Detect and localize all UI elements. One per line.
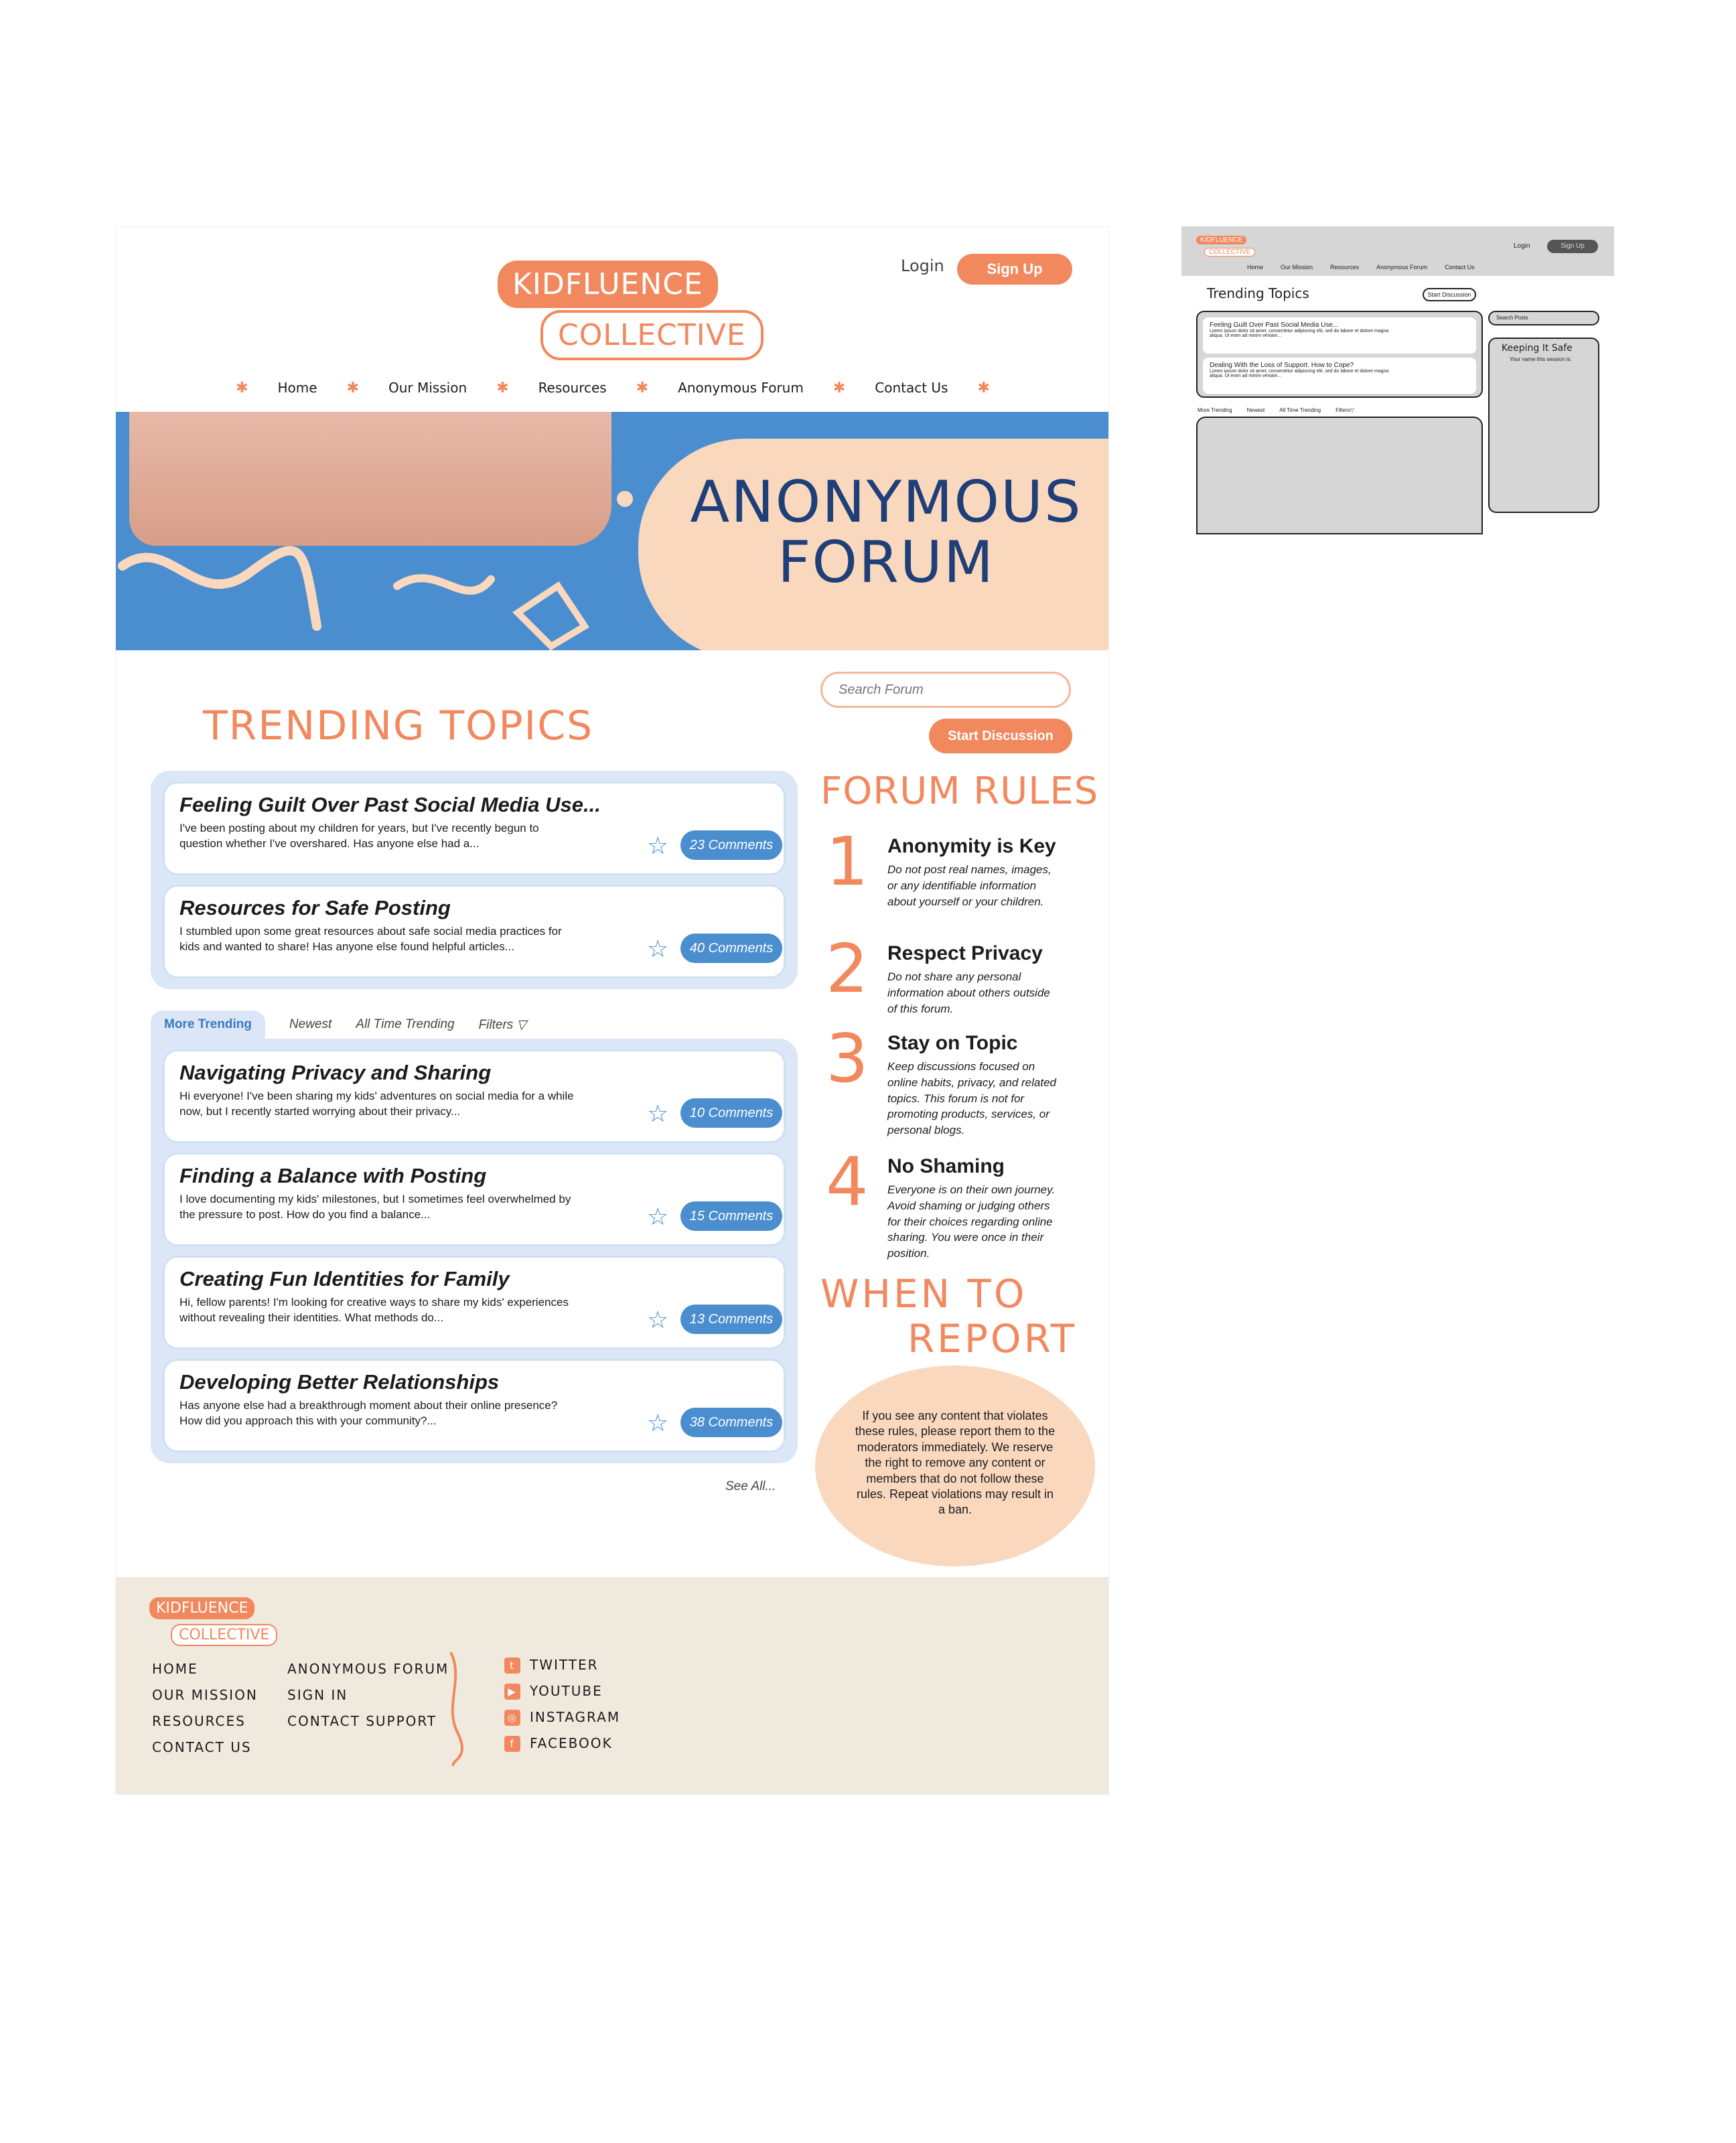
rule-number: 4 <box>826 1142 869 1221</box>
wire-tab-more[interactable]: More Trending <box>1198 407 1232 413</box>
logo-bottom-text: COLLECTIVE <box>540 310 764 360</box>
star-icon[interactable]: ☆ <box>647 935 669 962</box>
rule-number: 1 <box>826 822 869 901</box>
asterisk-icon: ✱ <box>636 379 649 396</box>
topic-title[interactable]: Navigating Privacy and Sharing <box>179 1061 492 1084</box>
rule-body: Everyone is on their own journey. Avoid shaming or judging others for their choices regarding online sharing. You were once in their position. <box>887 1183 1056 1260</box>
banner-title-line2: FORUM <box>777 529 995 597</box>
topic-tabs <box>151 1011 526 1039</box>
topic-title[interactable]: Creating Fun Identities for Family <box>179 1267 510 1290</box>
footer-social <box>504 1652 620 1757</box>
topic-excerpt: Hi everyone! I've been sharing my kids' adventures on social media for a while now, but I recently started worrying about their privacy... <box>179 1090 574 1118</box>
social-label: INSTAGRAM <box>530 1709 621 1725</box>
comments-badge[interactable]: 10 Comments <box>680 1098 782 1128</box>
star-icon[interactable]: ☆ <box>647 1306 669 1333</box>
topic-title[interactable]: Finding a Balance with Posting <box>179 1164 487 1187</box>
wire-card[interactable] <box>1203 358 1476 394</box>
rule-number: 2 <box>826 930 869 1008</box>
wire-nav-mission[interactable]: Our Mission <box>1281 264 1313 271</box>
comments-badge[interactable]: 13 Comments <box>680 1305 782 1334</box>
wire-tab-newest[interactable]: Newest <box>1246 407 1265 413</box>
comments-badge[interactable]: 23 Comments <box>680 830 782 860</box>
social-youtube[interactable] <box>504 1678 620 1704</box>
footer-logo-bottom: COLLECTIVE <box>171 1624 277 1646</box>
forum-rules-title: FORUM RULES <box>820 769 1099 813</box>
wire-card-body: Lorem ipsum dolor sit amet, consectetur adipiscing elit, sed do labore et dolore magna aliqua. Ut enim ad minim veniam... <box>1210 369 1389 378</box>
social-label: YOUTUBE <box>530 1683 603 1699</box>
banner-title <box>678 469 1094 597</box>
topic-title[interactable]: Developing Better Relationships <box>179 1370 500 1394</box>
topic-card[interactable] <box>163 782 786 875</box>
main-nav <box>116 374 1109 401</box>
rule-title: No Shaming <box>887 1155 1005 1177</box>
filters-dropdown[interactable]: Filters ▽ <box>478 1017 527 1032</box>
comments-badge[interactable]: 40 Comments <box>680 934 782 963</box>
login-link[interactable]: Login <box>901 256 944 275</box>
social-twitter[interactable] <box>504 1652 620 1678</box>
wire-tab-filters[interactable]: Filters▽ <box>1335 407 1355 413</box>
footer-logo[interactable] <box>149 1597 270 1657</box>
wire-more-panel <box>1196 417 1483 534</box>
wire-start-button[interactable]: Start Discussion <box>1423 288 1476 301</box>
rule-body: Keep discussions focused on online habits, privacy, and related topics. This forum is not for promoting products, services, or personal blogs. <box>887 1060 1057 1137</box>
wire-trending-title: Trending Topics <box>1207 285 1309 301</box>
footer-link-anonymous-forum[interactable]: ANONYMOUS FORUM <box>287 1661 449 1677</box>
rule-title: Stay on Topic <box>887 1032 1018 1054</box>
footer-link-home[interactable]: HOME <box>152 1661 198 1677</box>
wire-card-title: Dealing With the Loss of Support. How to Cope? <box>1210 362 1354 369</box>
wavy-divider <box>444 1652 471 1766</box>
wire-nav-resources[interactable]: Resources <box>1330 264 1360 271</box>
asterisk-icon: ✱ <box>496 379 509 396</box>
wire-safe-title: Keeping It Safe <box>1502 343 1573 354</box>
topic-excerpt: Has anyone else had a breakthrough moment about their online presence? How did you approach this with your community?... <box>179 1399 558 1427</box>
rule-title: Respect Privacy <box>887 942 1043 964</box>
when-to-report-title <box>820 1272 1088 1361</box>
report-title-line1: WHEN TO <box>820 1271 1027 1317</box>
footer-col1 <box>152 1656 258 1761</box>
topic-title[interactable]: Resources for Safe Posting <box>179 896 451 919</box>
start-discussion-button[interactable]: Start Discussion <box>929 719 1072 753</box>
wire-login[interactable]: Login <box>1514 242 1530 250</box>
social-label: TWITTER <box>530 1657 599 1673</box>
comments-badge[interactable]: 38 Comments <box>680 1408 782 1437</box>
wire-safe-panel <box>1488 338 1599 513</box>
footer-link-contact-us[interactable]: CONTACT US <box>152 1739 252 1755</box>
nav-anonymous-forum[interactable]: Anonymous Forum <box>678 380 804 396</box>
asterisk-icon: ✱ <box>833 379 846 396</box>
wire-nav-home[interactable]: Home <box>1247 264 1264 271</box>
footer-link-our-mission[interactable]: OUR MISSION <box>152 1687 258 1703</box>
topic-excerpt: Hi, fellow parents! I'm looking for creative ways to share my kids' experiences without revealing their identities. What methods do... <box>179 1296 569 1324</box>
wire-nav-forum[interactable]: Anonymous Forum <box>1376 264 1428 271</box>
tab-all-time-trending[interactable]: All Time Trending <box>356 1017 455 1031</box>
tab-more-trending[interactable]: More Trending <box>151 1011 265 1039</box>
topic-card[interactable] <box>163 1049 786 1143</box>
topic-excerpt: I've been posting about my children for years, but I've recently begun to question whether I've overshared. Has anyone else had a... <box>179 822 539 850</box>
wire-nav-contact[interactable]: Contact Us <box>1445 264 1475 271</box>
logo-top-text: KIDFLUENCE <box>498 261 718 308</box>
star-icon[interactable]: ☆ <box>647 1409 669 1436</box>
wire-nav <box>1247 264 1475 271</box>
star-icon[interactable]: ☆ <box>647 1203 669 1230</box>
comments-badge[interactable]: 15 Comments <box>680 1201 782 1231</box>
social-facebook[interactable] <box>504 1730 620 1757</box>
banner-title-line1: ANONYMOUS <box>690 469 1082 536</box>
nav-our-mission[interactable]: Our Mission <box>388 380 467 396</box>
wire-tabs <box>1198 407 1354 413</box>
rule-number: 3 <box>826 1019 869 1098</box>
wire-logo-bottom: COLLECTIVE <box>1204 248 1255 256</box>
site-footer <box>116 1577 1109 1795</box>
topic-excerpt: I love documenting my kids' milestones, but I sometimes feel overwhelmed by the pressure to post. How do you find a balance... <box>179 1193 571 1221</box>
topic-title[interactable]: Feeling Guilt Over Past Social Media Use... <box>179 793 601 816</box>
footer-link-contact-support[interactable]: CONTACT SUPPORT <box>287 1713 437 1729</box>
instagram-icon: ◎ <box>504 1710 520 1726</box>
more-trending-panel <box>151 1039 798 1463</box>
wire-logo-top: KIDFLUENCE <box>1196 236 1246 244</box>
topic-card[interactable] <box>163 1153 786 1246</box>
social-instagram[interactable] <box>504 1704 620 1730</box>
trending-title: TRENDING TOPICS <box>203 703 594 749</box>
wire-search[interactable]: Search Posts <box>1488 311 1599 325</box>
brand-logo[interactable] <box>498 261 746 368</box>
nav-contact-us[interactable]: Contact Us <box>875 380 948 396</box>
rule-body: Do not share any personal information about others outside of this forum. <box>887 970 1050 1015</box>
hero-banner <box>116 412 1109 650</box>
twitter-icon: t <box>504 1657 520 1674</box>
topic-card[interactable] <box>163 1256 786 1349</box>
see-all-link[interactable]: See All... <box>725 1479 776 1493</box>
report-bubble: If you see any content that violates these rules, please report them to the moderators immediately. We reserve the right to remove any content or members that do not follow these rules. Repeat violations may result in a ban. <box>815 1365 1095 1566</box>
search-forum-input[interactable] <box>820 672 1071 708</box>
rule-title: Anonymity is Key <box>887 835 1056 857</box>
asterisk-icon: ✱ <box>236 379 248 396</box>
person-photo <box>129 412 611 546</box>
asterisk-icon: ✱ <box>346 379 359 396</box>
topic-excerpt: I stumbled upon some great resources about safe social media practices for kids and wanted to share! Has anyone else found helpful articles... <box>179 925 562 953</box>
star-icon[interactable]: ☆ <box>647 832 669 859</box>
facebook-icon: f <box>504 1736 520 1752</box>
social-label: FACEBOOK <box>530 1735 613 1751</box>
footer-col2 <box>287 1656 449 1734</box>
wire-card-title: Feeling Guilt Over Past Social Media Use... <box>1210 321 1339 329</box>
wire-card-body: Lorem ipsum dolor sit amet, consectetur adipiscing elit, sed do labore et dolore magna aliqua. Ut enim ad minim veniam... <box>1210 329 1389 338</box>
footer-link-sign-in[interactable]: SIGN IN <box>287 1687 348 1703</box>
topic-card[interactable] <box>163 1359 786 1453</box>
footer-logo-top: KIDFLUENCE <box>149 1597 255 1619</box>
report-title-line2: REPORT <box>908 1315 1078 1361</box>
wire-card[interactable] <box>1203 317 1476 354</box>
forum-page <box>115 226 1109 1795</box>
topic-card[interactable] <box>163 885 786 978</box>
nav-resources[interactable]: Resources <box>538 380 607 396</box>
wireframe-preview <box>1181 226 1614 534</box>
signup-button[interactable]: Sign Up <box>957 254 1072 285</box>
asterisk-icon: ✱ <box>977 379 990 396</box>
youtube-icon: ▶ <box>504 1684 520 1700</box>
tab-newest[interactable]: Newest <box>289 1017 332 1031</box>
footer-link-resources[interactable]: RESOURCES <box>152 1713 246 1729</box>
wire-tab-alltime[interactable]: All Time Trending <box>1279 407 1321 413</box>
trending-panel <box>151 771 798 989</box>
nav-home[interactable]: Home <box>277 380 317 396</box>
wire-safe-body: Your name this session is: <box>1510 356 1572 362</box>
rule-body: Do not post real names, images, or any identifiable information about yourself or your children. <box>887 863 1052 908</box>
wire-signup[interactable]: Sign Up <box>1547 240 1598 253</box>
star-icon[interactable]: ☆ <box>647 1100 669 1127</box>
